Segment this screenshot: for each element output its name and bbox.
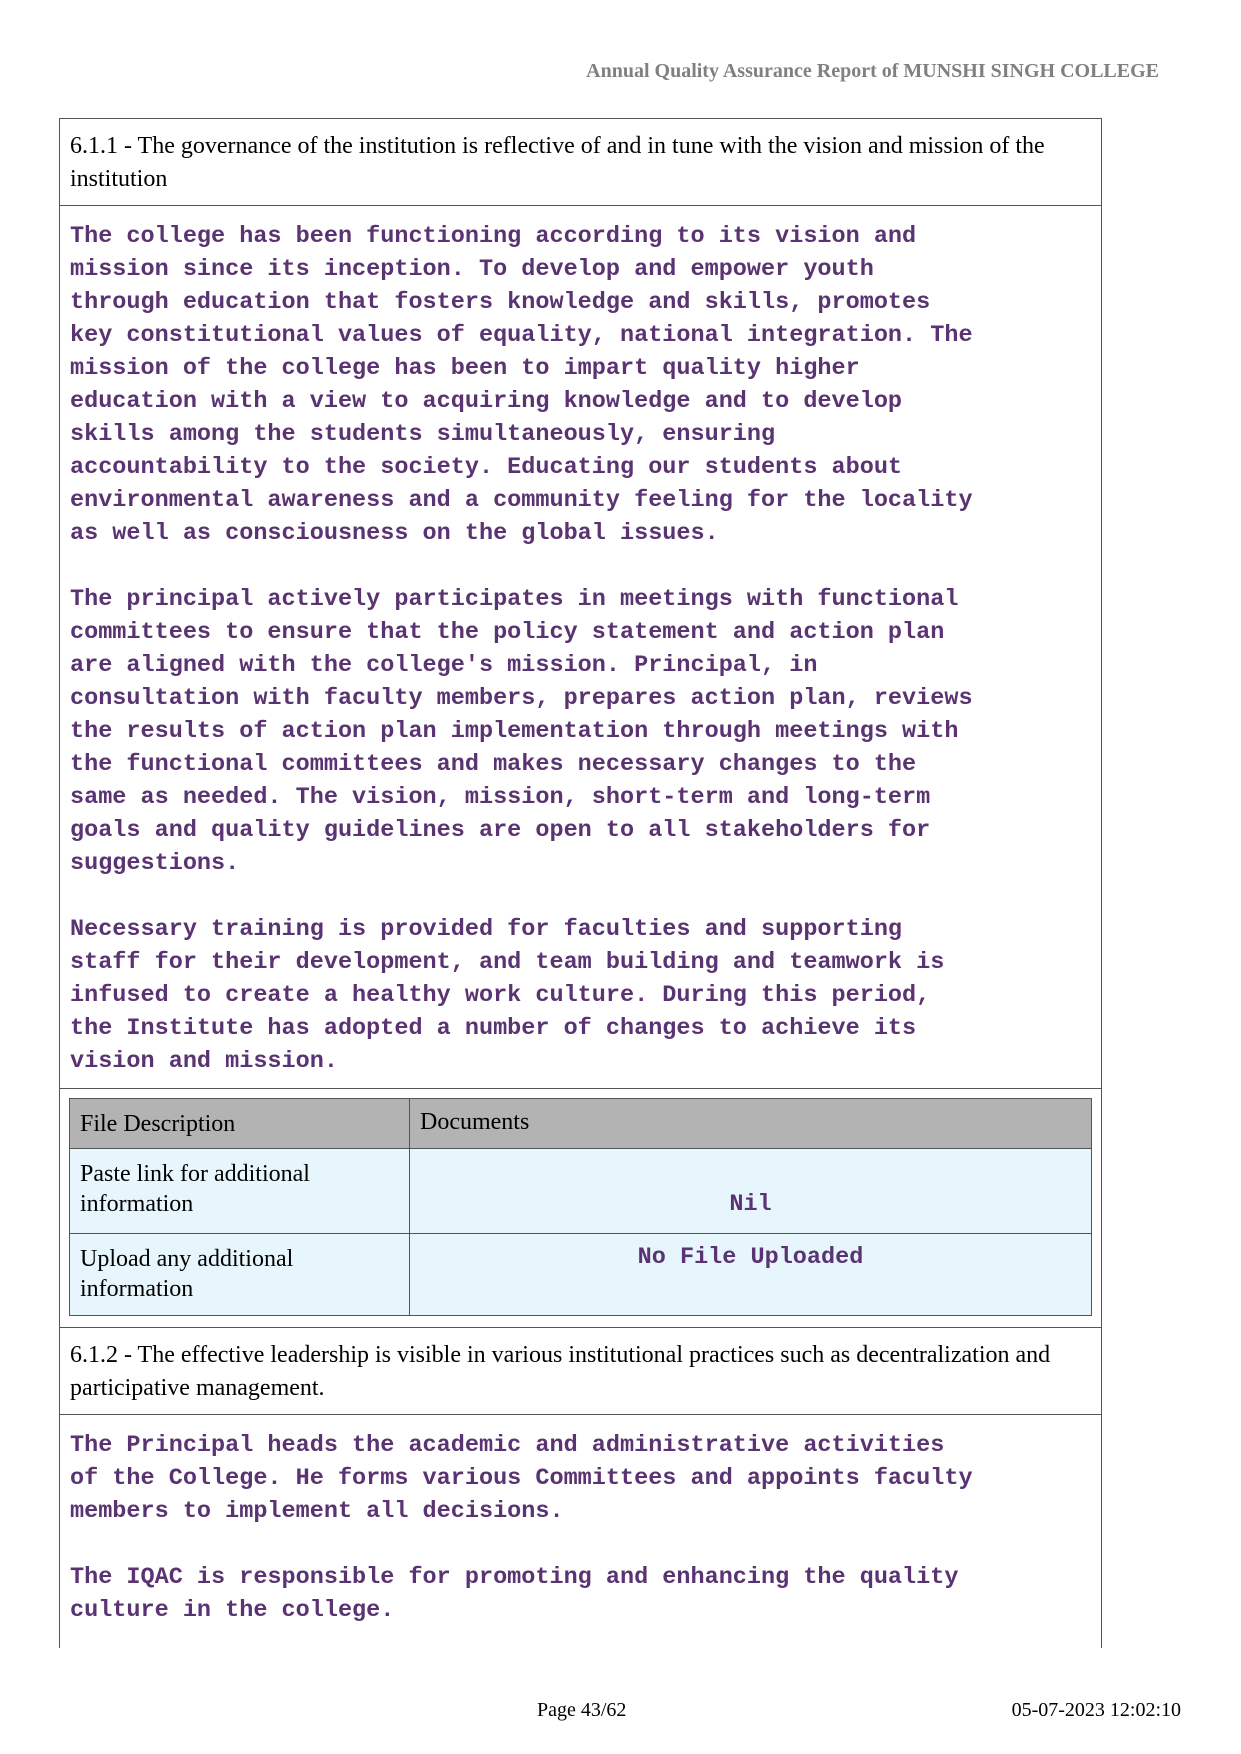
file-row-description: Paste link for additional information bbox=[70, 1149, 410, 1234]
answer-paragraph: The Principal heads the academic and administrative activities of the College. He forms various Committees and appoints faculty members to implement all decisions. bbox=[70, 1432, 973, 1525]
question-6-1-1: 6.1.1 - The governance of the institution is reflective of and in tune with the vision and mission of the institution bbox=[60, 119, 1101, 206]
generated-timestamp: 05-07-2023 12:02:10 bbox=[1011, 1699, 1181, 1721]
report-header-title: Annual Quality Assurance Report of MUNSHI SINGH COLLEGE bbox=[586, 60, 1159, 82]
file-description-section bbox=[60, 1089, 1101, 1328]
answer-6-1-2 bbox=[60, 1415, 1101, 1627]
answer-paragraph: The IQAC is responsible for promoting and enhancing the quality culture in the college. bbox=[70, 1564, 959, 1624]
answer-paragraph: Necessary training is provided for faculties and supporting staff for their development, and team building and teamwork is infused to create a healthy work culture. During this period, the Institute has adopted a number of changes to achieve its vision and mission. bbox=[70, 916, 945, 1075]
file-row-description: Upload any additional information bbox=[70, 1234, 410, 1316]
report-content-frame bbox=[59, 118, 1102, 1648]
table-header-row bbox=[70, 1099, 1092, 1149]
question-6-1-2: 6.1.2 - The effective leadership is visible in various institutional practices such as decentralization and participative management. bbox=[60, 1328, 1101, 1415]
page-number: Page 43/62 bbox=[537, 1699, 627, 1721]
documents-header: Documents bbox=[410, 1099, 1092, 1149]
file-description-table bbox=[69, 1098, 1092, 1316]
table-row bbox=[70, 1149, 1092, 1234]
answer-6-1-1 bbox=[60, 206, 1101, 1089]
table-row bbox=[70, 1234, 1092, 1316]
file-row-document-link[interactable]: Nil bbox=[410, 1149, 1092, 1234]
answer-paragraph: The principal actively participates in meetings with functional committees to ensure that the policy statement and action plan are aligned with the college's mission. Principal, in consultation with faculty members, prepares action plan, reviews the results of action plan implementation through meetings with the functional committees and makes necessary changes to the same as needed. The vision, mission, short-term and long-term goals and quality guidelines are open to all stakeholders for suggestions. bbox=[70, 586, 973, 877]
file-row-document-upload[interactable]: No File Uploaded bbox=[410, 1234, 1092, 1316]
answer-paragraph: The college has been functioning according to its vision and mission since its inception. To develop and empower youth through education that fosters knowledge and skills, promotes key constitutional values of equality, national integration. The mission of the college has been to impart quality higher education with a view to acquiring knowledge and to develop skills among the students simultaneously, ensuring accountability to the society. Educating our students about environmental awareness and a community feeling for the locality as well as consciousness on the global issues. bbox=[70, 223, 973, 547]
file-description-header: File Description bbox=[70, 1099, 410, 1149]
